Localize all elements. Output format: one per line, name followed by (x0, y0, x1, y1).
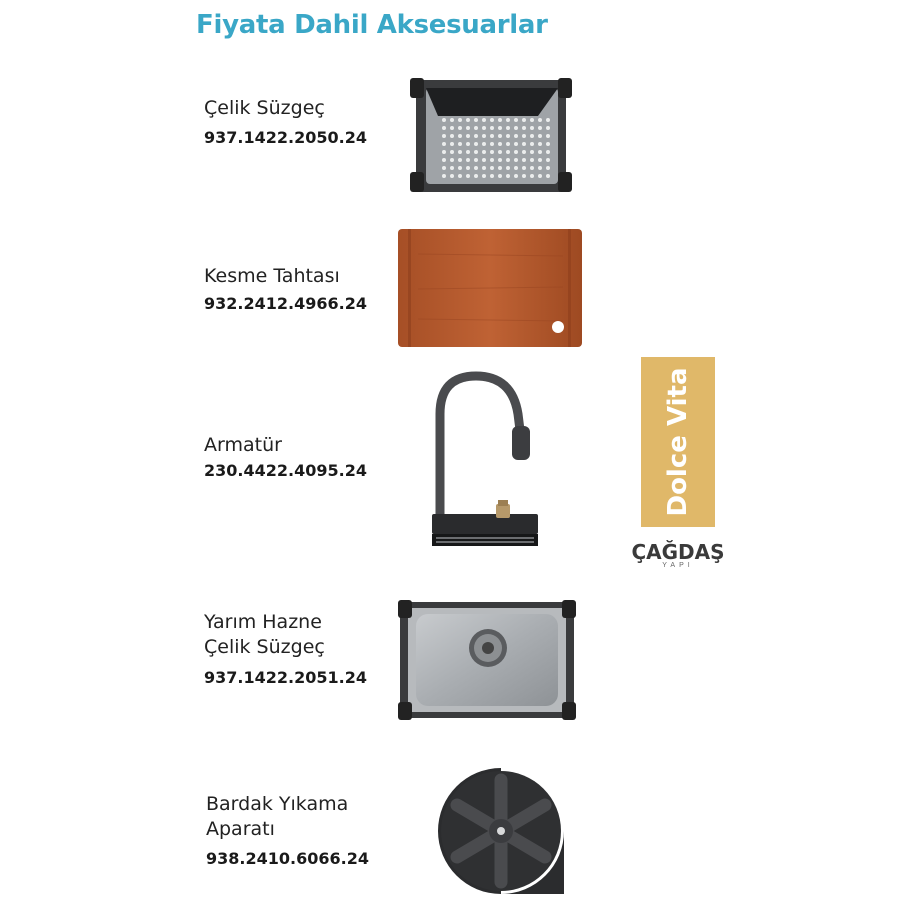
item-name-line: Bardak Yıkama (206, 793, 349, 815)
dolce-vita-brand-bar (641, 357, 715, 527)
page-title: Fiyata Dahil Aksesuarlar (196, 10, 548, 40)
item-code-glass-rinser: 938.2410.6066.24 (206, 849, 369, 868)
item-label-glass-rinser (206, 792, 348, 842)
glass-rinser-image (434, 764, 568, 898)
item-code-cutting-board: 932.2412.4966.24 (204, 294, 367, 313)
item-label-steel-strainer (204, 96, 325, 121)
item-code-half-basin-strainer: 937.1422.2051.24 (204, 668, 367, 687)
steel-strainer-image (408, 76, 574, 194)
item-label-faucet (204, 433, 282, 458)
item-code-steel-strainer: 937.1422.2050.24 (204, 128, 367, 147)
cutting-board-image (398, 229, 582, 347)
logo-main-text: ÇAĞDAŞ (631, 540, 725, 564)
item-name-line: Kesme Tahtası (204, 265, 340, 287)
item-name-line: Çelik Süzgeç (204, 97, 325, 119)
item-code-faucet: 230.4422.4095.24 (204, 461, 367, 480)
item-name-line: Aparatı (206, 818, 275, 840)
item-label-half-basin-strainer (204, 610, 325, 660)
product-line-name: Dolce Vita (663, 367, 693, 517)
cagdas-logo (630, 540, 726, 569)
item-label-cutting-board (204, 264, 340, 289)
half-basin-strainer-image (398, 600, 576, 720)
logo-sub-text: YAPI (662, 562, 694, 569)
item-name-line: Çelik Süzgeç (204, 636, 325, 658)
item-name-line: Armatür (204, 434, 282, 456)
item-name-line: Yarım Hazne (204, 611, 322, 633)
faucet-image (418, 370, 548, 552)
